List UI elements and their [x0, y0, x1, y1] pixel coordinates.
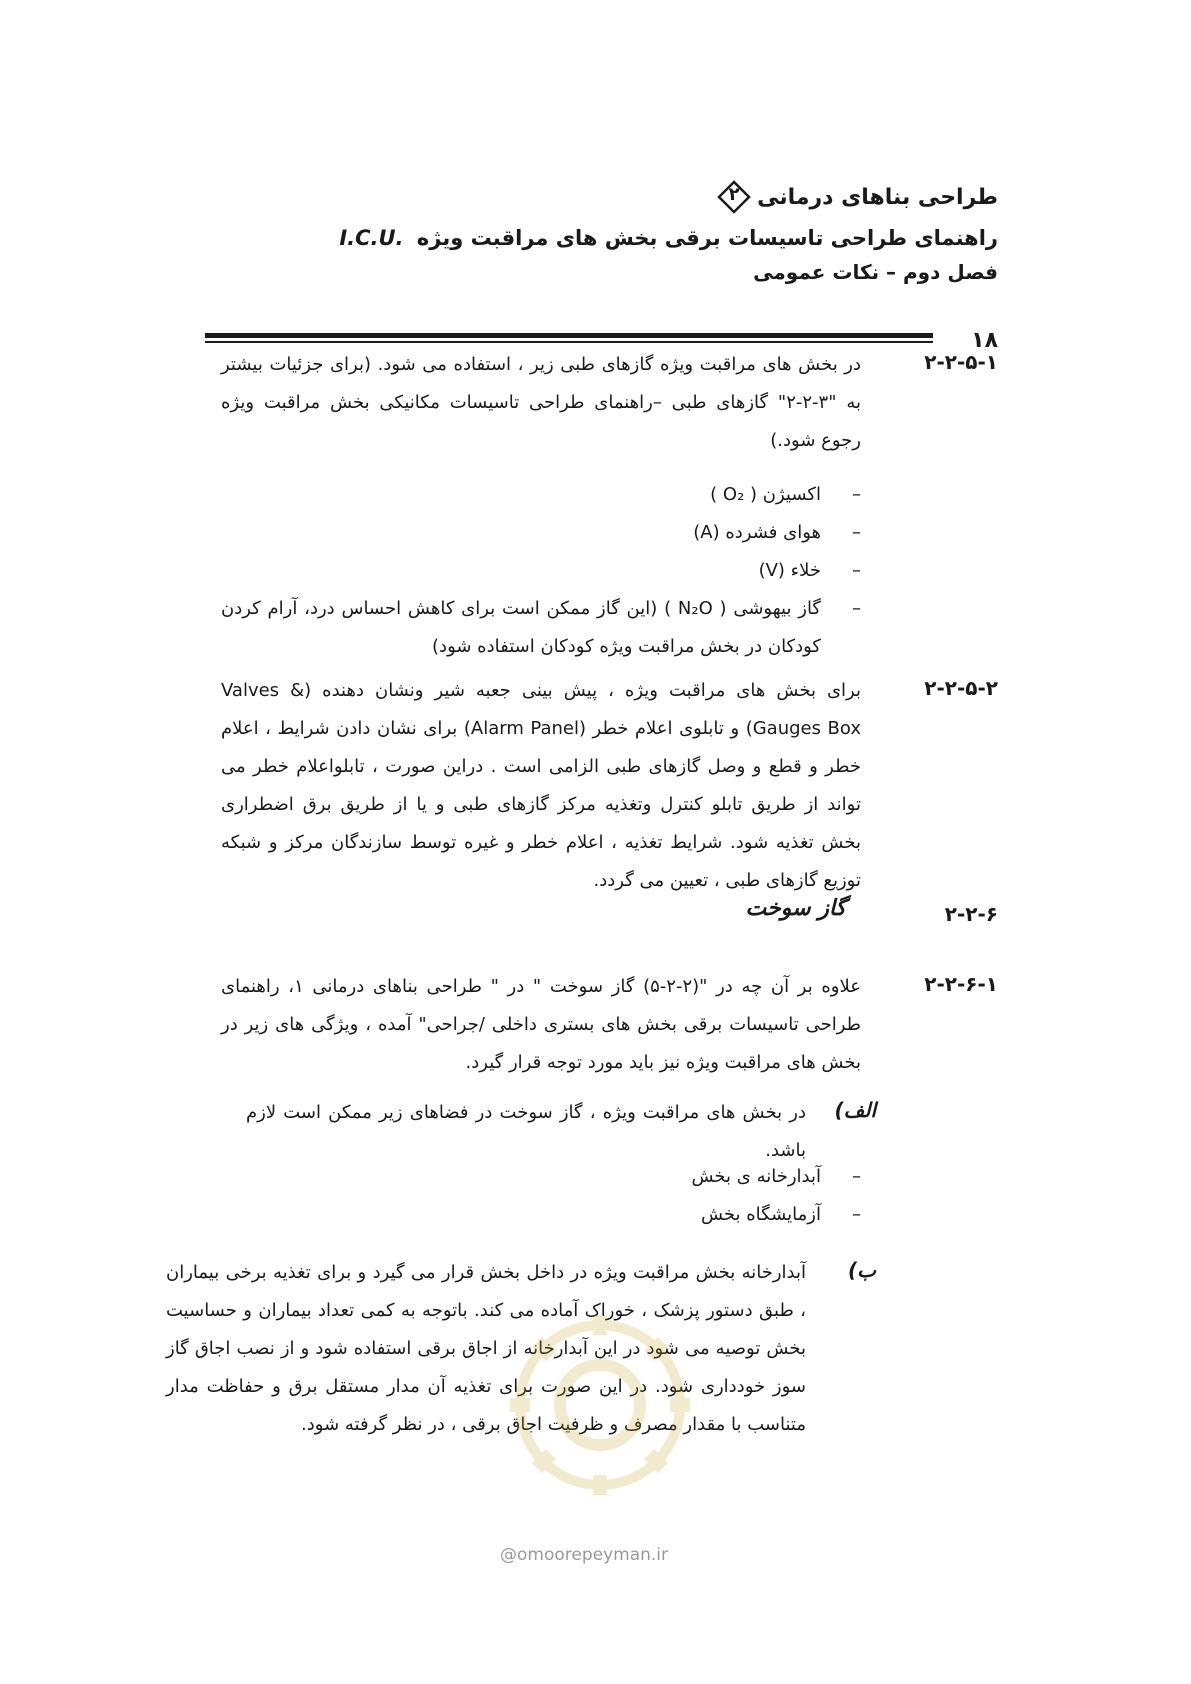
list-item: – اکسیژن ( O₂ ): [710, 484, 861, 505]
fuel-gas-space-list: [461, 1158, 861, 1234]
section-4-text: علاوه بر آن چه در "(۲-۲-۵) گاز سوخت " در " طراحی بناهای درمانی ۱، راهنمای طراحی تاسیسات برقی بخش های بستری داخلی /جراحی" آمده ، ویژگی های زیر در بخش های مراقبت ویژه نیز باید مورد توجه قرار گیرد.: [221, 976, 861, 1073]
header-rule-thick: [205, 333, 933, 338]
section-number-2: ۲-۲-۵-۲: [924, 676, 998, 700]
header-rule-thin: [205, 341, 933, 343]
item-label-be: ب): [848, 1258, 876, 1282]
book-title: طراحی بناهای درمانی: [757, 184, 998, 210]
item-be-text: آبدارخانه بخش مراقبت ویژه در داخل بخش قرار می گیرد و برای تغذیه برخی بیماران ، طبق دستور پزشک ، خوراک آماده می کند. باتوجه به کمی تعداد بیماران و حساسیت بخش توصیه می شود در این آبدارخانه از اجاق برقی استفاده شود و از نصب اجاق گاز سوز خودداری شود. در این صورت برای تغذیه آن مدار مستقل برق و حفاظت مدار متناسب با مقدار مصرف و ظرفیت اجاق برقی ، در نظر گرفته شود.: [166, 1262, 806, 1435]
chapter-title: فصل دوم – نکات عمومی: [753, 260, 998, 284]
guide-title: [238, 226, 998, 250]
book-title-row: [238, 180, 998, 214]
section-number-1: ۲-۲-۵-۱: [924, 350, 998, 374]
gear-logo-icon: [490, 1305, 710, 1505]
medical-gas-list: [221, 476, 861, 666]
list-item: – هوای فشرده (A): [693, 522, 861, 543]
section-number-3: ۲-۲-۶: [944, 902, 998, 926]
page-number: ۱۸: [971, 328, 998, 353]
item-label-alef: الف): [834, 1098, 876, 1122]
section-number-4: ۲-۲-۶-۱: [924, 972, 998, 996]
list-item: – گاز بیهوشی ( N₂O ) (این گاز ممکن است برای کاهش احساس درد، آرام کردن کودکان در بخش مراقبت ویژه کودکان استفاده شود): [221, 598, 861, 657]
list-item: – آزمایشگاه بخش: [700, 1204, 861, 1225]
list-item: – آبدارخانه ی بخش: [691, 1166, 861, 1187]
section-3-title: گاز سوخت: [745, 896, 846, 921]
item-alef-text: در بخش های مراقبت ویژه ، گاز سوخت در فضاهای زیر ممکن است لازم باشد.: [246, 1102, 806, 1161]
book-number: ۲: [728, 184, 740, 205]
section-2-text: برای بخش های مراقبت ویژه ، پیش بینی جعبه شیر ونشان دهنده (Valves & Gauges Box) و تابلوی اعلام خطر (Alarm Panel) برای نشان دادن شرایط ، اعلام خطر و قطع و وصل گازهای طبی الزامی است . دراین صورت ، تابلواعلام خطر می تواند از طریق تابلو کنترل وتغذیه مرکز گازهای طبی و یا از طریق برق اضطراری بخش تغذیه شود. شرایط تغذیه ، اعلام خطر و غیره توسط سازندگان مرکز و شبکه توزیع گازهای طبی ، تعیین می گردد.: [221, 680, 862, 891]
page-header: [238, 180, 998, 284]
book-number-badge: [717, 180, 751, 214]
section-1-text: در بخش های مراقبت ویژه گازهای طبی زیر ، استفاده می شود. (برای جزئیات بیشتر به "۳-۲-۲" گازهای طبی –راهنمای طراحی تاسیسات مکانیکی بخش مراقبت ویژه رجوع شود.): [221, 354, 861, 451]
list-item: – خلاء (V): [758, 560, 861, 581]
guide-title-latin: I.C.U.: [339, 226, 404, 250]
guide-title-text: راهنمای طراحی تاسیسات برقی بخش های مراقبت ویژه: [416, 226, 998, 250]
watermark-site: @omoorepeyman.ir: [500, 1545, 669, 1565]
